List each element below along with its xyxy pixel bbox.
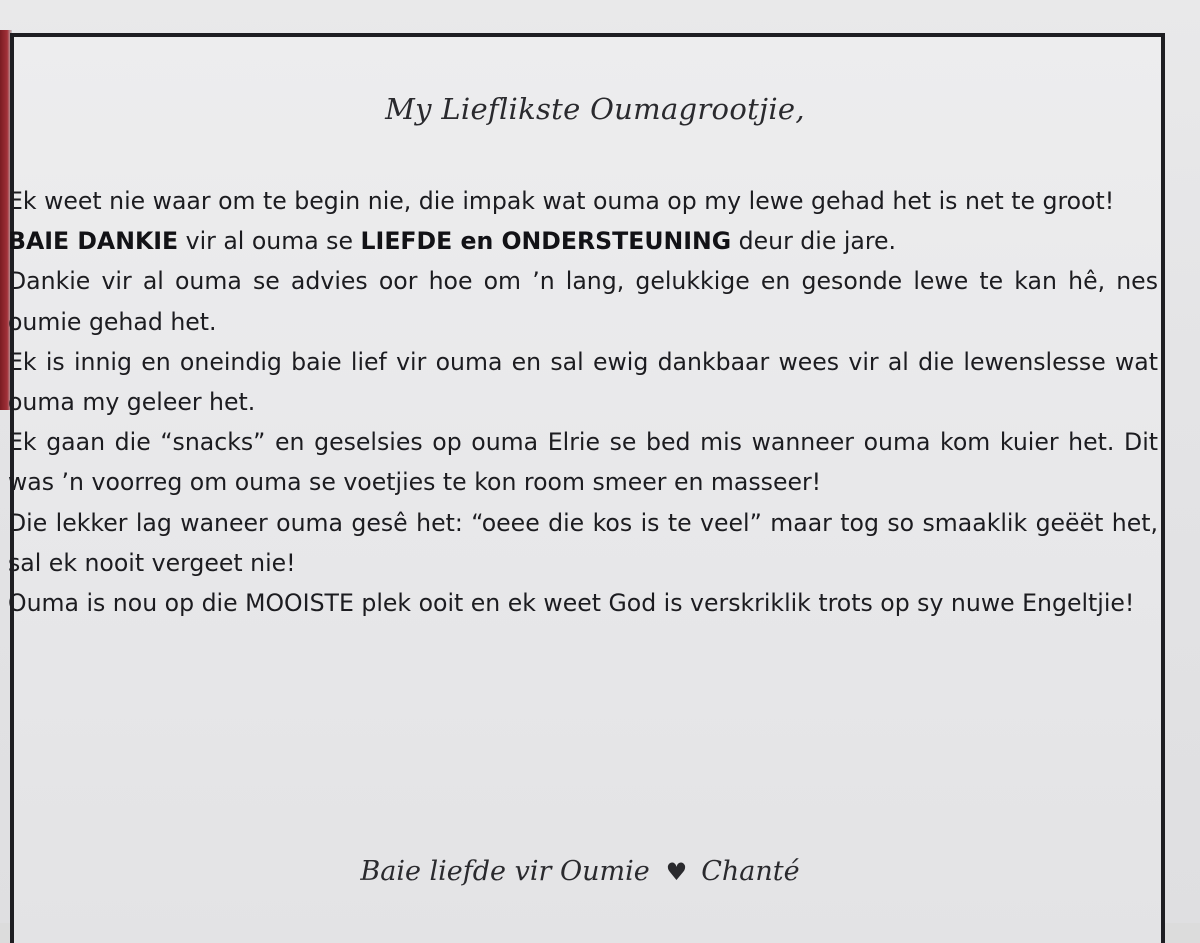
letter-paragraph-5: Ek gaan die “snacks” en geselsies op ouma Elrie se bed mis wanneer ouma kom kuier het. Dit was ’n voorreg om ouma se voetjies te kon room smeer en masseer! [8,428,1158,497]
letter-paragraph-4: Ek is innig en oneindig baie lief vir ouma en sal ewig dankbaar wees vir al die lewenslesse wat ouma my geleer het. [8,347,1158,417]
emphasis-liefde-ondersteuning: LIEFDE en ONDERSTEUNING [360,227,732,256]
signature-name: Chanté [701,856,800,887]
letter-body [8,181,1158,623]
letter-paragraph-1: Ek weet nie waar om te begin nie, die impak wat ouma op my lewe gehad het is net te groot! [8,187,1115,215]
paragraph-2-text-b: deur die jare. [731,227,897,256]
letter-paragraph-6: Die lekker lag waneer ouma gesê het: “oeee die kos is te veel” maar tog so smaaklik geëët het, sal ek nooit vergeet nie! [8,508,1158,577]
letter-paragraph-7: Ouma is nou op die MOOISTE plek ooit en ek weet God is verskriklik trots op sy nuwe Engeltjie! [8,589,1135,618]
emphasis-baie-dankie: BAIE DANKIE [8,227,179,256]
letter-paragraph-3: Dankie vir al ouma se advies oor hoe om ’n lang, gelukkige en gesonde lewe te kan hê, nes oumie gehad het. [8,267,1158,336]
letter-paragraph-2 [8,221,1158,261]
letter-signoff [0,856,1160,887]
signoff-text: Baie liefde vir Oumie [360,856,650,887]
heart-icon: ♥ [665,858,688,886]
paragraph-2-text-a: vir al ouma se [178,227,361,256]
letter-salutation: My Lieflikste Oumagrootjie, [385,92,805,126]
